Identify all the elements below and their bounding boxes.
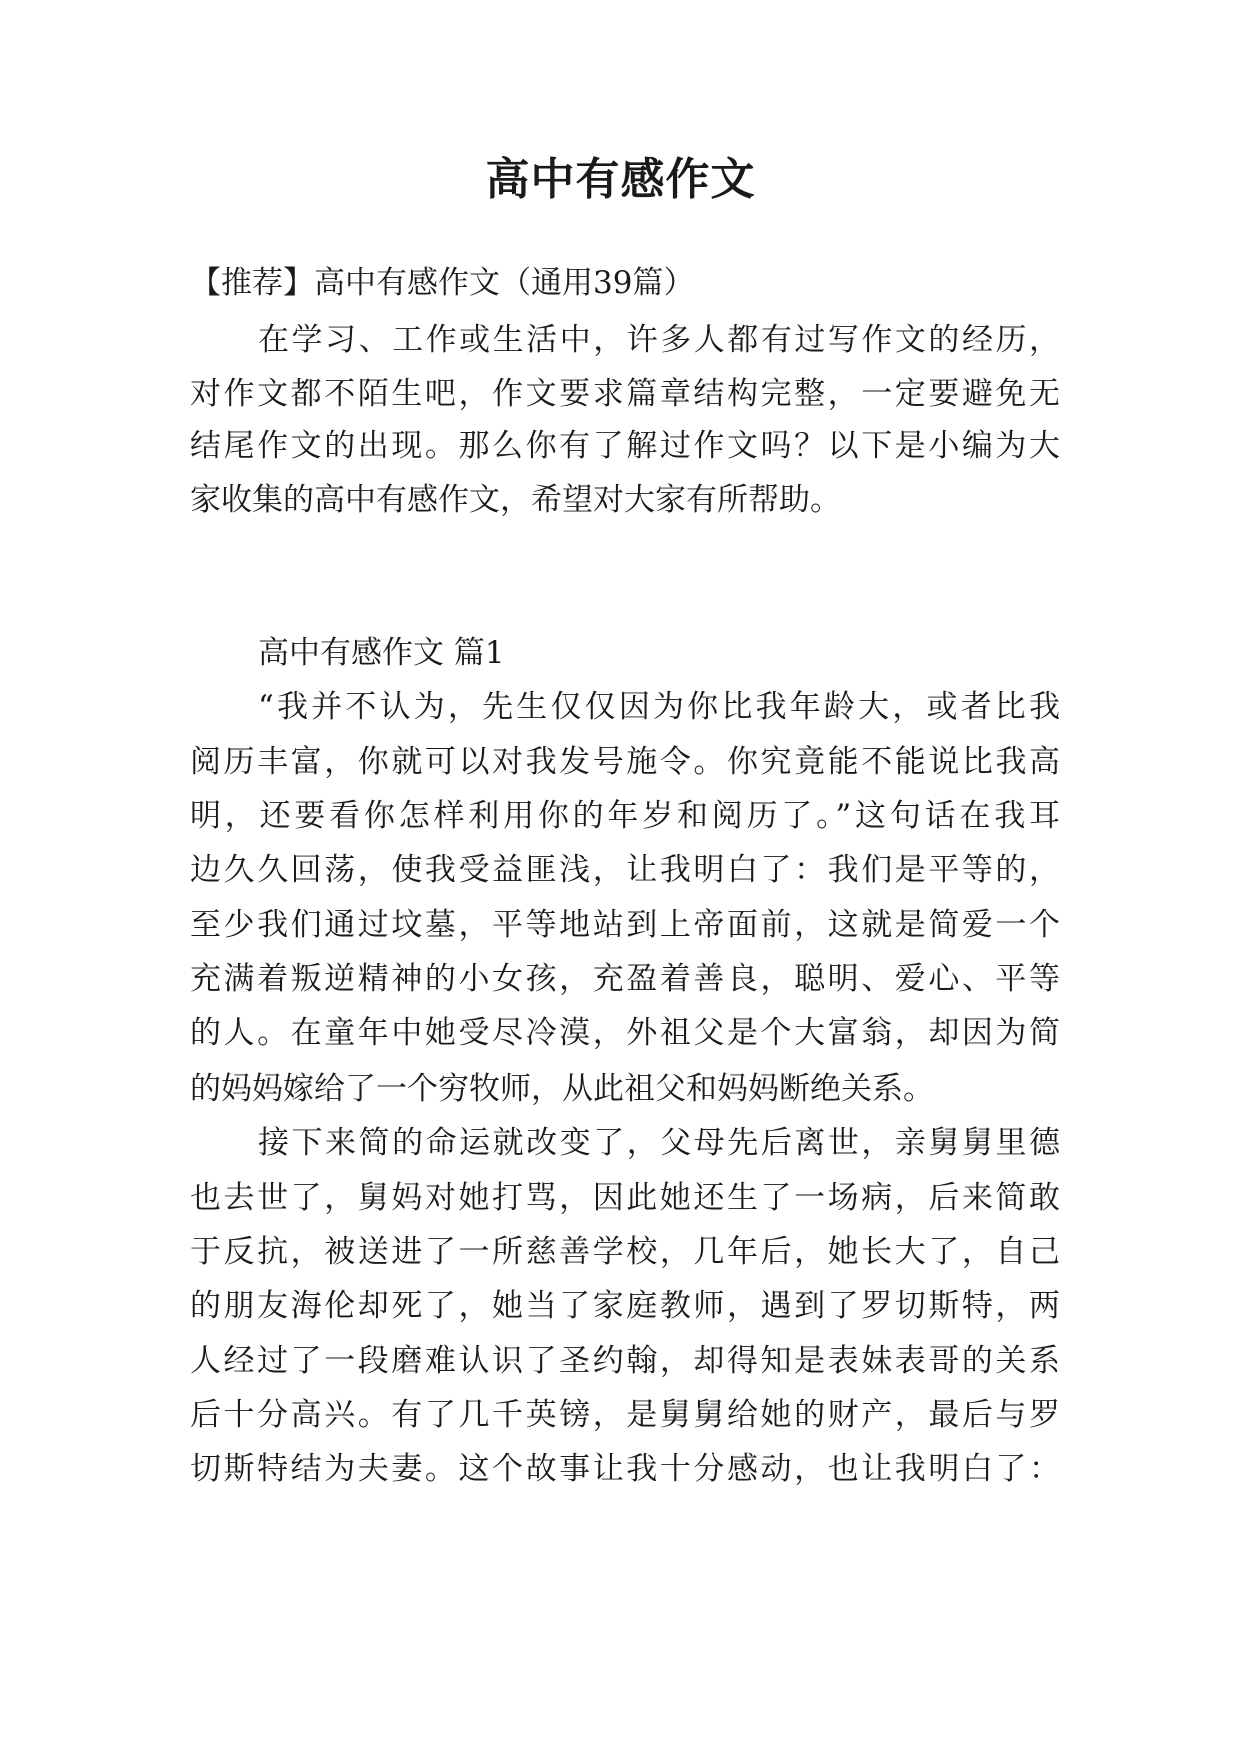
body-line: “我并不认为，先生仅仅因为你比我年龄大，或者比我 (258, 689, 1060, 725)
body-line: 后十分高兴。有了几千英镑，是舅舅给她的财产，最后与罗 (190, 1397, 1060, 1433)
document-title: 高中有感作文 (485, 154, 756, 205)
body-line: 边久久回荡，使我受益匪浅，让我明白了：我们是平等的， (190, 852, 1060, 888)
body-line: 接下来简的命运就改变了，父母先后离世，亲舅舅里德 (258, 1125, 1060, 1161)
document-subtitle: 【推荐】高中有感作文（通用39篇） (190, 265, 695, 301)
body-line: 于反抗，被送进了一所慈善学校，几年后，她长大了，自己 (190, 1234, 1060, 1270)
body-line: 的人。在童年中她受尽冷漠，外祖父是个大富翁，却因为简 (190, 1015, 1060, 1051)
body-line: 人经过了一段磨难认识了圣约翰，却得知是表妹表哥的关系 (190, 1343, 1060, 1379)
intro-line: 对作文都不陌生吧，作文要求篇章结构完整，一定要避免无 (190, 376, 1060, 412)
body-line: 切斯特结为夫妻。这个故事让我十分感动，也让我明白了： (190, 1451, 1060, 1487)
section-heading: 高中有感作文 篇1 (258, 635, 505, 671)
body-line: 阅历丰富，你就可以对我发号施令。你究竟能不能说比我高 (190, 744, 1060, 780)
intro-line: 在学习、工作或生活中，许多人都有过写作文的经历， (258, 322, 1060, 358)
body-line: 也去世了，舅妈对她打骂，因此她还生了一场病，后来简敢 (190, 1180, 1060, 1216)
intro-line: 结尾作文的出现。那么你有了解过作文吗？以下是小编为大 (190, 428, 1060, 464)
body-line: 的朋友海伦却死了，她当了家庭教师，遇到了罗切斯特，两 (190, 1288, 1060, 1324)
intro-line: 家收集的高中有感作文，希望对大家有所帮助。 (190, 482, 841, 518)
body-line: 明，还要看你怎样利用你的年岁和阅历了。”这句话在我耳 (190, 798, 1060, 834)
body-line: 的妈妈嫁给了一个穷牧师，从此祖父和妈妈断绝关系。 (190, 1071, 934, 1107)
body-line: 充满着叛逆精神的小女孩，充盈着善良，聪明、爱心、平等 (190, 961, 1060, 997)
body-line: 至少我们通过坟墓，平等地站到上帝面前，这就是简爱一个 (190, 907, 1060, 943)
